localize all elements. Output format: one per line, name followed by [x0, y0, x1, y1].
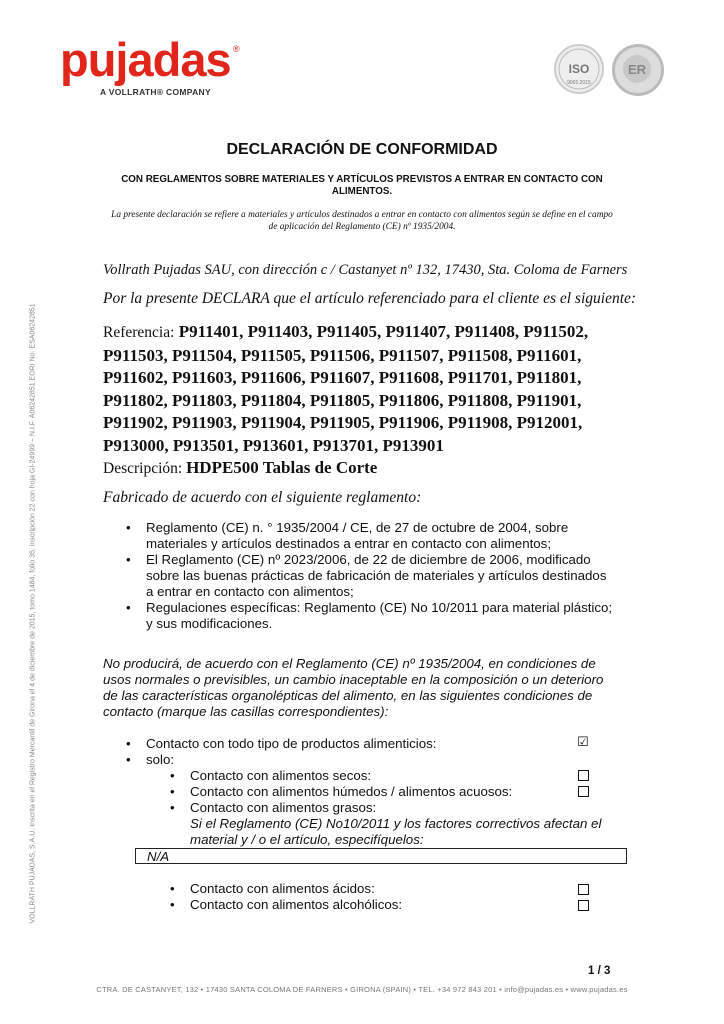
list-item: • Contacto con alimentos húmedos / alimentos acuosos: [161, 784, 581, 800]
checkbox-acidic-foods[interactable] [578, 884, 589, 895]
contact-sublist [161, 768, 581, 816]
description-value: HDPE500 Tablas de Corte [186, 458, 378, 477]
logo-subtitle: A VOLLRATH® COMPANY [100, 87, 211, 97]
iso-label: ISO [568, 62, 590, 76]
reference-line: P911902, P911903, P911904, P911905, P911906, P911908, P912001, [103, 413, 583, 432]
description-label: Descripción: [103, 460, 183, 477]
conditions-paragraph: No producirá, de acuerdo con el Reglamento (CE) nº 1935/2004, en condiciones de usos normales o previsibles, un cambio inaceptable en la composición o un deterioro de las características organolépticas del alimento, en las siguientes condiciones de contacto (marque las casillas correspondientes): [103, 656, 604, 719]
list-item: • Reglamento (CE) n. ° 1935/2004 / CE, de 27 de octubre de 2004, sobre materiales y artículos destinados a entrar en contacto con alimentos; [117, 520, 617, 552]
contact-sublist-2 [161, 881, 581, 913]
document-title: DECLARACIÓN DE CONFORMIDAD [226, 141, 498, 158]
list-item: • El Reglamento (CE) nº 2023/2006, de 22 de diciembre de 2006, modificado sobre las buenas prácticas de fabricación de materiales y artículos destinados a entrar en contacto con alimentos; [117, 552, 617, 600]
fatty-foods-note: Si el Reglamento (CE) No10/2011 y los factores correctivos afectan el material y / o el artículo, especifíquelos: [190, 816, 602, 847]
list-item: • Contacto con alimentos grasos: [161, 800, 581, 816]
company-line: Vollrath Pujadas SAU, con dirección c / Castanyet nº 132, 17430, Sta. Coloma de Farners [103, 262, 628, 278]
list-item: • Contacto con alimentos ácidos: [161, 881, 581, 897]
checkbox-all-products[interactable]: ☑ [577, 734, 589, 749]
fatty-foods-specification-field[interactable]: N/A [135, 848, 627, 864]
description-row [103, 458, 377, 478]
iso-year: 9001:2015 [567, 80, 591, 86]
list-item: • Contacto con alimentos secos: [161, 768, 581, 784]
iso-certification-badge [554, 44, 604, 94]
reference-line: P911602, P911603, P911606, P911607, P911608, P911701, P911801, [103, 368, 582, 387]
er-certification-badge [612, 44, 664, 96]
page-number: 1 / 3 [588, 965, 611, 977]
list-item: • Contacto con todo tipo de productos alimenticios: [117, 736, 537, 752]
list-item: • Contacto con alimentos alcohólicos: [161, 897, 581, 913]
regulations-list [117, 520, 617, 632]
intro-paragraph: La presente declaración se refiere a materiales y artículos destinados a entrar en contacto con alimentos según se define en el campo de aplicación del Reglamento (CE) nº 1935/2004. [111, 210, 613, 232]
reference-label: Referencia: [103, 324, 175, 341]
company-logo: pujadas [60, 33, 231, 86]
list-item: • solo: [117, 752, 537, 768]
regulation-intro: Fabricado de acuerdo con el siguiente reglamento: [103, 489, 422, 506]
contact-list [117, 736, 537, 768]
declare-line: Por la presente DECLARA que el artículo referenciado para el cliente es el siguiente: [103, 290, 637, 307]
document-subtitle: CON REGLAMENTOS SOBRE MATERIALES Y ARTÍCULOS PREVISTOS A ENTRAR EN CONTACTO CON ALIMENTOS. [121, 174, 603, 197]
reference-line: P911503, P911504, P911505, P911506, P911507, P911508, P911601, [103, 345, 582, 365]
er-label: ER [627, 62, 647, 77]
reference-line: P911802, P911803, P911804, P911805, P911806, P911808, P911901, [103, 390, 582, 410]
checkbox-wet-foods[interactable] [578, 786, 589, 797]
list-item: • Regulaciones específicas: Reglamento (CE) No 10/2011 para material plástico; y sus modificaciones. [117, 600, 617, 632]
checkbox-alcoholic-foods[interactable] [578, 900, 589, 911]
footer-address: CTRA. DE CASTANYET, 132 • 17430 SANTA COLOMA DE FARNERS • GIRONA (SPAIN) • TEL. +34 972 843 201 • info@pujadas.es • www.pujadas.es [96, 985, 628, 994]
reference-block [103, 321, 623, 457]
legal-sidebar-text: VOLLRATH PUJADAS, S.A.U. Inscrita en el Registro Mercantil de Girona el 4 de diciembre de 2015, tomo 1484, folio 35, inscripción 22 con hoja GI-24999 – N.I.F. A06242851 EORI No. ESA06242851 [29, 303, 37, 924]
registered-mark: ® [233, 44, 240, 54]
checkbox-dry-foods[interactable] [578, 770, 589, 781]
reference-line: P911401, P911403, P911405, P911407, P911408, P911502, [178, 322, 589, 341]
reference-line: P913000, P913501, P913601, P913701, P913901 [103, 435, 444, 455]
